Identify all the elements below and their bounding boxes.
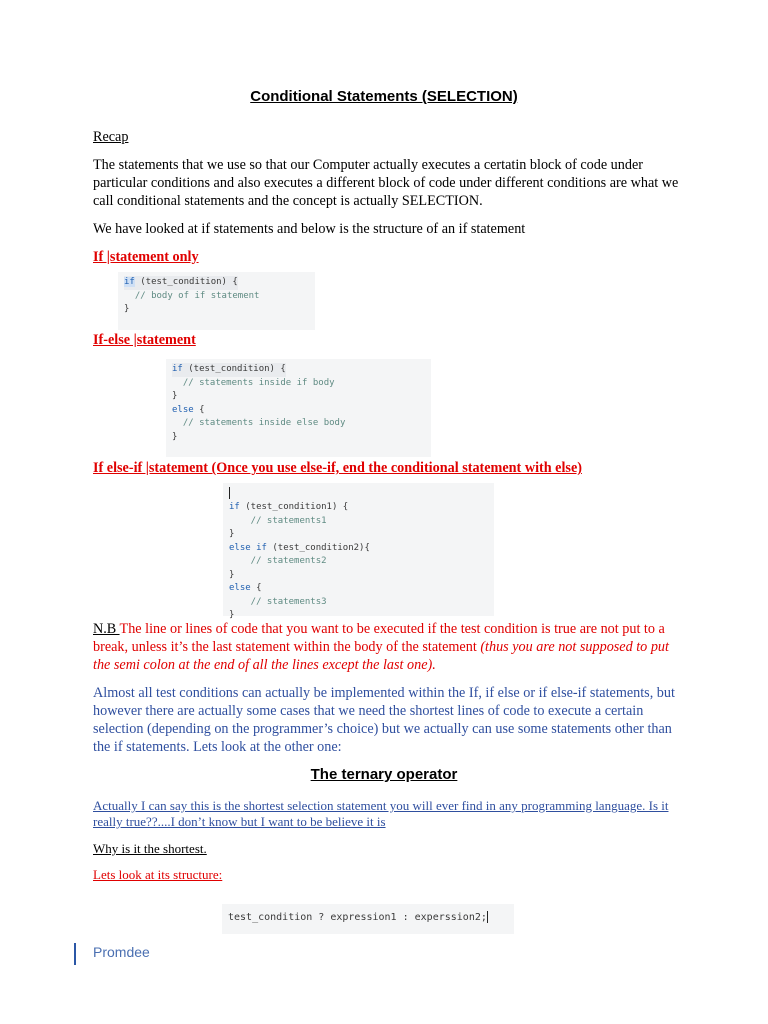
ternary-code-block xyxy=(222,904,514,934)
looked-paragraph: We have looked at if statements and below is the structure of an if statement xyxy=(93,221,526,237)
code-line: // statements inside if body xyxy=(172,377,335,388)
if-else-heading: If-else |statement xyxy=(93,332,196,348)
code-line: } xyxy=(172,391,178,401)
nb-label: N.B xyxy=(93,621,120,637)
nb-text: The line or lines of code that you want to be executed if the test condition is true are not put to a break, unless it’s the last statement within the body of the statement xyxy=(93,621,665,655)
code-line: // statements1 xyxy=(229,515,327,526)
code-line: else xyxy=(229,583,251,593)
intro-paragraph: The statements that we use so that our Computer actually executes a certatin block of code under particular conditions and also executes a different block of code under different conditions are what we call conditional statements and the concept is actually SELECTION. xyxy=(93,157,679,209)
if-else-code-block: if (test_condition) { // statements inside if body } else { // statements inside else body } xyxy=(166,359,431,457)
code-line: else xyxy=(172,404,194,415)
else-if-heading: If else-if |statement (Once you use else-if, end the conditional statement with else) xyxy=(93,460,582,476)
footer-author: Promdee xyxy=(93,944,150,960)
code-line: // body of if statement xyxy=(124,290,260,301)
code-line: } xyxy=(229,610,235,620)
text-caret xyxy=(229,487,230,499)
actually-paragraph: Actually I can say this is the shortest selection statement you will ever find in any programming language. Is it really true??....I don’t know but I want to be believe it is xyxy=(93,798,669,829)
code-line: if xyxy=(229,502,240,512)
if-only-code-block xyxy=(118,272,315,330)
code-line: if (test_condition) { xyxy=(124,276,238,290)
structure-line: Lets look at its structure: xyxy=(93,867,223,882)
text-caret xyxy=(487,911,488,923)
code-line: } xyxy=(229,569,235,580)
almost-paragraph: Almost all test conditions can actually be implemented within the If, if else or if else-if statements, but however there are actually some cases that we need the shortest lines of code to execute a certain selection (depending on the programmer’s choice) but we actually can use some statements other than the if statements. Lets look at the other one: xyxy=(93,685,675,755)
ternary-heading: The ternary operator xyxy=(310,766,458,783)
code-line: // statements inside else body xyxy=(172,418,346,428)
code-line: // statements3 xyxy=(229,596,327,607)
code-line: } xyxy=(229,529,235,539)
page-title: Conditional Statements (SELECTION) xyxy=(250,88,518,105)
code-line: } xyxy=(172,431,178,442)
code-line: } xyxy=(124,304,130,314)
footer-accent-bar xyxy=(74,943,76,965)
ternary-code-line: test_condition ? expression1 : experssion2; xyxy=(228,912,487,923)
nb-paragraph xyxy=(93,620,683,674)
why-line: Why is it the shortest. xyxy=(93,841,207,856)
recap-heading: Recap xyxy=(93,129,129,145)
code-line: // statements2 xyxy=(229,556,327,566)
else-if-code-block: if (test_condition1) { // statements1 } else if (test_condition2){ // statements2 } else { // statements3 } xyxy=(223,483,494,616)
if-only-heading: If |statement only xyxy=(93,249,199,265)
code-line: else if xyxy=(229,542,267,553)
code-line: if (test_condition) { xyxy=(172,363,286,377)
nb-italic-text: (thus you are not supposed to put the semi colon at the end of all the lines except the last one). xyxy=(93,639,669,673)
